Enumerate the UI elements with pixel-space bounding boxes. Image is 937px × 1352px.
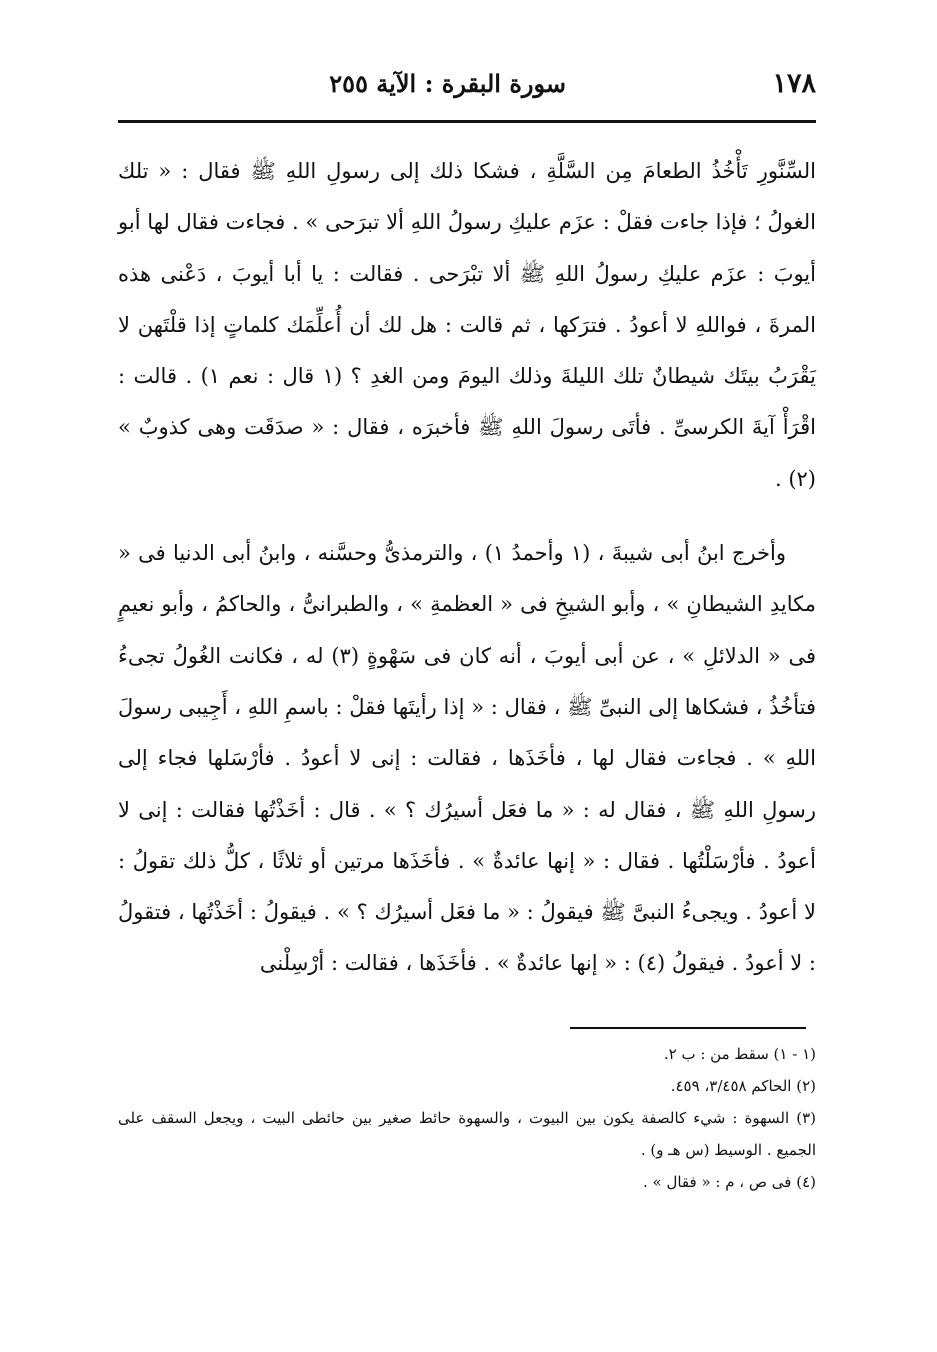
- header-divider: [118, 120, 816, 123]
- footnote-divider: [570, 1027, 806, 1029]
- footnote-1: (١ - ١) سقط من : ب ٢.: [663, 1045, 816, 1063]
- page-number: ١٧٨: [772, 68, 816, 99]
- footnotes: [118, 1038, 816, 1198]
- footnote-3: (٣) السهوة : شيء كالصفة يكون بين البيوت ، والسهوة حائط صغير بين حائطى البيت ، ويجعل السقف على الجميع . الوسيط (س هـ و) .: [118, 1109, 816, 1159]
- main-text: [118, 146, 816, 990]
- footnote-2: (٢) الحاكم ٣/٤٥٨، ٤٥٩.: [670, 1077, 816, 1095]
- footnote-4: (٤) فى ص ، م : « فقال » .: [642, 1173, 816, 1191]
- running-title: سورة البقرة : الآية ٢٥٥: [329, 69, 566, 98]
- paragraph-1: السِّنَّورِ تَأْخُذُ الطعامَ مِن السَّلَّةِ ، فشكا ذلك إلى رسولِ اللهِ ﷺ فقال : « تلك الغولُ ؛ فإذا جاءت فقلْ : عزَم عليكِ رسولُ اللهِ ألا تبرَحى » . فجاءت فقال لها أبو أيوبَ : عزَم عليكِ رسولُ اللهِ ﷺ ألا تبْرَحى . فقالت : يا أبا أيوبَ ، دَعْنى هذه المرةَ ، فواللهِ لا أعودُ . فترَكها ، ثم قالت : هل لك أن أُعلِّمَك كلماتٍ إذا قلْتَهن لا يَقْرَبُ بيتَك شيطانٌ تلك الليلةَ وذلك اليومَ ومن الغدِ ؟ (١ قال : نعم ١) . قالت : اقْرَأْ آيةَ الكرسىِّ . فأتَى رسولَ اللهِ ﷺ فأخبرَه ، فقال : « صدَقَت وهى كذوبٌ » (٢) .: [118, 159, 816, 491]
- paragraph-2: وأخرج ابنُ أبى شيبةَ ، (١ وأحمدُ ١) ، والترمذىُّ وحسَّنه ، وابنُ أبى الدنيا فى « مكايدِ الشيطانِ » ، وأبو الشيخِ فى « العظمةِ » ، والطبرانىُّ ، والحاكمُ ، وأبو نعيمٍ فى « الدلائلِ » ، عن أبى أيوبَ ، أنه كان فى سَهْوةٍ (٣) له ، فكانت الغُولُ تجىءُ فتأخُذُ ، فشكاها إلى النبىِّ ﷺ ، فقال : « إذا رأيتَها فقلْ : باسمِ اللهِ ، أَجِيبى رسولَ اللهِ » . فجاءت فقال لها ، فأخَذَها ، فقالت : إنى لا أعودُ . فأرْسَلها فجاء إلى رسولِ اللهِ ﷺ ، فقال له : « ما فعَل أسيرُك ؟ » . قال : أخَذْتُها فقالت : إنى لا أعودُ . فأرْسَلْتُها . فقال : « إنها عائدةٌ » . فأخَذَها مرتين أو ثلاثًا ، كلُّ ذلك تقولُ : لا أعودُ . ويجىءُ النبىَّ ﷺ فيقولُ : « ما فعَل أسيرُك ؟ » . فيقولُ : أخَذْتُها ، فتقولُ : لا أعودُ . فيقولُ (٤) : « إنها عائدةٌ » . فأخَذَها ، فقالت : أرْسِلْنى: [118, 541, 816, 976]
- page-header: [118, 60, 816, 108]
